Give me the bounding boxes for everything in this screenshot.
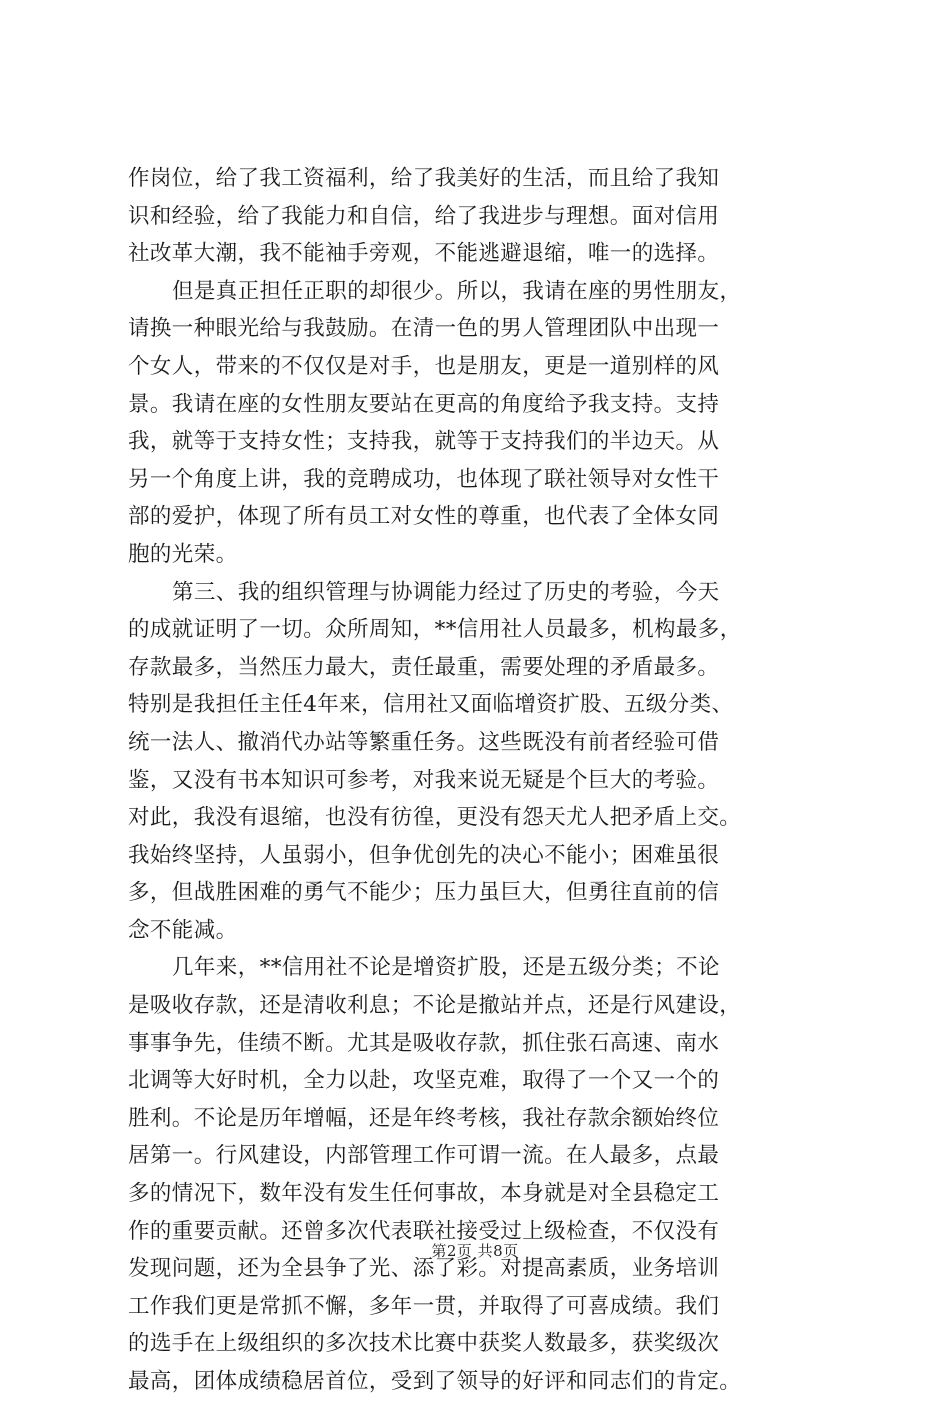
- text-line: 特别是我担任主任4年来，信用社又面临增资扩股、五级分类、: [128, 692, 734, 718]
- text-line: 统一法人、撤消代办站等繁重任务。这些既没有前者经验可借: [128, 729, 720, 755]
- text-line: 最高，团体成绩稳居首位，受到了领导的好评和同志们的肯定。: [128, 1369, 742, 1394]
- text-line: 的选手在上级组织的多次技术比赛中获奖人数最多，获奖级次: [128, 1331, 720, 1357]
- text-line: 北调等大好时机，全力以赴，攻坚克难，取得了一个又一个的: [128, 1068, 720, 1094]
- text-line: 胜利。不论是历年增幅，还是年终考核，我社存款余额始终位: [128, 1105, 720, 1131]
- text-line: 居第一。行风建设，内部管理工作可谓一流。在人最多，点最: [128, 1143, 720, 1169]
- text-line: 作的重要贡献。还曾多次代表联社接受过上级检查，不仅没有: [128, 1218, 720, 1244]
- text-line: 的成就证明了一切。众所周知，**信用社人员最多，机构最多，: [128, 617, 742, 643]
- text-line: 部的爱护，体现了所有员工对女性的尊重，也代表了全体女同: [128, 504, 720, 530]
- text-line: 第三、我的组织管理与协调能力经过了历史的考验，今天: [172, 579, 720, 605]
- text-line: 请换一种眼光给与我鼓励。在清一色的男人管理团队中出现一: [128, 316, 720, 342]
- text-line: 事事争先，佳绩不断。尤其是吸收存款，抓住张石高速、南水: [128, 1030, 720, 1056]
- text-line: 另一个角度上讲，我的竞聘成功，也体现了联社领导对女性干: [128, 466, 720, 492]
- page-number-footer: 第2页 共8页: [431, 1242, 519, 1260]
- text-line: 个女人，带来的不仅仅是对手，也是朋友，更是一道别样的风: [128, 353, 720, 379]
- text-line: 识和经验，给了我能力和自信，给了我进步与理想。面对信用: [128, 203, 720, 229]
- text-line: 作岗位，给了我工资福利，给了我美好的生活，而且给了我知: [128, 166, 720, 191]
- text-line: 但是真正担任正职的却很少。所以，我请在座的男性朋友，: [172, 278, 742, 304]
- text-line: 发现问题，还为全县争了光、添了彩。对提高素质，业务培训: [128, 1256, 720, 1282]
- text-line: 工作我们更是常抓不懈，多年一贯，并取得了可喜成绩。我们: [128, 1293, 720, 1319]
- text-line: 存款最多，当然压力最大，责任最重，需要处理的矛盾最多。: [128, 654, 720, 680]
- text-line: 景。我请在座的女性朋友要站在更高的角度给予我支持。支持: [128, 391, 720, 417]
- text-line: 是吸收存款，还是清收利息；不论是撤站并点，还是行风建设，: [128, 993, 742, 1019]
- text-line: 多的情况下，数年没有发生任何事故，本身就是对全县稳定工: [128, 1181, 720, 1207]
- text-line: 对此，我没有退缩，也没有彷徨，更没有怨天尤人把矛盾上交。: [128, 805, 742, 831]
- text-line: 鉴，又没有书本知识可参考，对我来说无疑是个巨大的考验。: [128, 767, 720, 793]
- document-body: [128, 160, 834, 1401]
- text-line: 几年来，**信用社不论是增资扩股，还是五级分类；不论: [172, 955, 720, 981]
- text-line: 我始终坚持，人虽弱小，但争优创先的决心不能小；困难虽很: [128, 842, 720, 868]
- text-line: 多，但战胜困难的勇气不能少；压力虽巨大，但勇往直前的信: [128, 880, 720, 906]
- text-line: 我，就等于支持女性；支持我，就等于支持我们的半边天。从: [128, 429, 720, 455]
- text-line: 念不能减。: [128, 917, 238, 943]
- text-line: 社改革大潮，我不能袖手旁观，不能逃避退缩，唯一的选择。: [128, 241, 720, 267]
- text-line: 胞的光荣。: [128, 541, 238, 567]
